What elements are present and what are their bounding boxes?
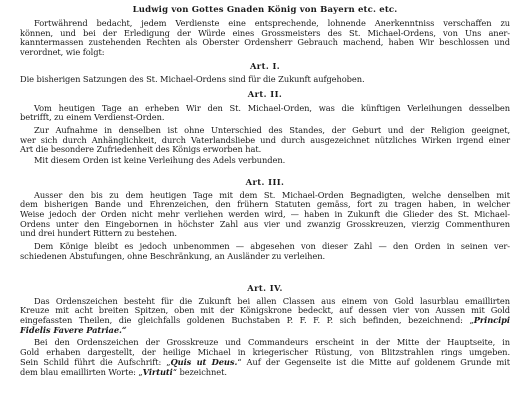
article-line: dem blau emaillirten Worte: „Virtuti“ bezeichnet. [20, 366, 227, 377]
intro-line: Fortwährend bedacht, jedem Verdienste eine entsprechende, lohnende Anerkenntniss verschaffen zu [34, 18, 510, 28]
article-line: Ausser den bis zu dem heutigen Tage mit dem St. Michael-Orden Begnadigten, welche denselben mit [34, 189, 510, 200]
article-line: Die bisherigen Satzungen des St. Michael-Ordens sind für die Zukunft aufgehoben. [20, 73, 365, 84]
article-line: Weise jedoch der Orden nicht mehr verliehen werden wird, — haben in Zukunft die Glieder des St. Michael- [20, 209, 510, 220]
article-line-text: eingefassten Theilen, die gleichfalls goldenen Buchstaben P. F. F. P. sich befinden, bezeichnend: [20, 315, 463, 326]
article-1 [20, 62, 510, 84]
article-line: eingefassten Theilen, die gleichfalls goldenen Buchstaben P. F. F. P. sich befinden, bezeichnend: „Principi [20, 315, 510, 326]
article-title: Art. II. [247, 89, 283, 99]
article-title: Art. IV. [247, 283, 283, 293]
intro-line: können, und bei der Erledigung der Würde eines Grossmeisters des St. Michael-Ordens, von Uns aner- [20, 27, 510, 38]
article-line: Dem Könige bleibt es jedoch unbenommen — abgesehen von dieser Zahl — den Orden in seinen ver- [34, 241, 510, 252]
article-4 [20, 284, 510, 377]
article-line: Das Ordenszeichen besteht für die Zukunft bei allen Classen aus einem von Gold lasurblau emaillirten [34, 295, 510, 306]
document-heading [20, 6, 510, 16]
motto-quis-ut-deus: Quis ut Deus. [170, 356, 238, 367]
article-line-text: Sein Schild führt die Aufschrift: [20, 356, 162, 367]
article-line: Kreuze mit acht breiten Spitzen, oben mit der Königskrone bedeckt, auf dessen vier von Aussen mit Gold [20, 305, 510, 316]
intro-line: kanntermassen zustehenden Rechten als Oberster Ordensherr Gebrauch machend, haben Wir beschlossen und [20, 37, 510, 48]
article-line: Bei den Ordenszeichen der Grosskreuze und Commandeurs erscheint in der Mitte der Hauptseite, in [34, 337, 510, 348]
article-title: Art. III. [245, 177, 285, 187]
article-line: Sein Schild führt die Aufschrift: „Quis ut Deus.“ Auf der Gegenseite ist die Mitte auf goldenem Grunde mit [20, 356, 510, 367]
article-line: Vom heutigen Tage an erheben Wir den St. Michael-Orden, was die künftigen Verleihungen desselben [34, 102, 510, 113]
article-line: Art die besondere Zufriedenheit des Königs erworben hat. [20, 144, 262, 155]
article-line: dem bisherigen Bande und Ehrenzeichen, den frühern Statuten gemäss, fort zu tragen haben, in welcher [20, 199, 510, 210]
article-line: Mit diesem Orden ist keine Verleihung des Adels verbunden. [34, 155, 286, 166]
article-line: wer sich durch Anhänglichkeit, durch Vaterlandsliebe und durch ausgezeichnet nützliches Wirken irgend einer [20, 134, 510, 145]
intro-line: verordnet, wie folgt: [20, 47, 105, 58]
article-line-text: Auf der Gegenseite ist die Mitte auf goldenem Grunde mit [246, 356, 510, 367]
article-line: Ordens unter den Eingebornen in höchster Zahl aus vier und zwanzig Grosskreuzen, vierzig Commenthuren [20, 218, 510, 229]
intro-paragraph [20, 19, 510, 58]
article-3 [20, 178, 510, 262]
motto-virtuti: Virtuti [142, 366, 173, 377]
article-line: schiedenen Abstufungen, ohne Beschränkung, an Ausländer zu verleihen. [20, 250, 326, 261]
article-line: betrifft, zu einem Verdienst-Orden. [20, 112, 165, 123]
motto-principi: Principi [473, 315, 510, 326]
heading-text: Ludwig von Gottes Gnaden König von Bayern etc. etc. [132, 5, 398, 15]
article-line: und drei hundert Rittern zu bestehen. [20, 228, 177, 239]
article-line-text: bezeichnet. [179, 366, 227, 377]
article-line: Gold erhaben dargestellt, der heilige Michael in kriegerischer Rüstung, von Blitzstrahlen rings umgeben. [20, 347, 510, 358]
article-line-text: dem blau emaillirten Worte: [20, 366, 136, 377]
article-2 [20, 90, 510, 166]
article-title: Art. I. [249, 61, 281, 71]
motto-line: Fidelis Favere Patriae.“ [20, 324, 127, 335]
article-line: Zur Aufnahme in denselben ist ohne Unterschied des Standes, der Geburt und der Religion geeignet, [34, 125, 510, 136]
